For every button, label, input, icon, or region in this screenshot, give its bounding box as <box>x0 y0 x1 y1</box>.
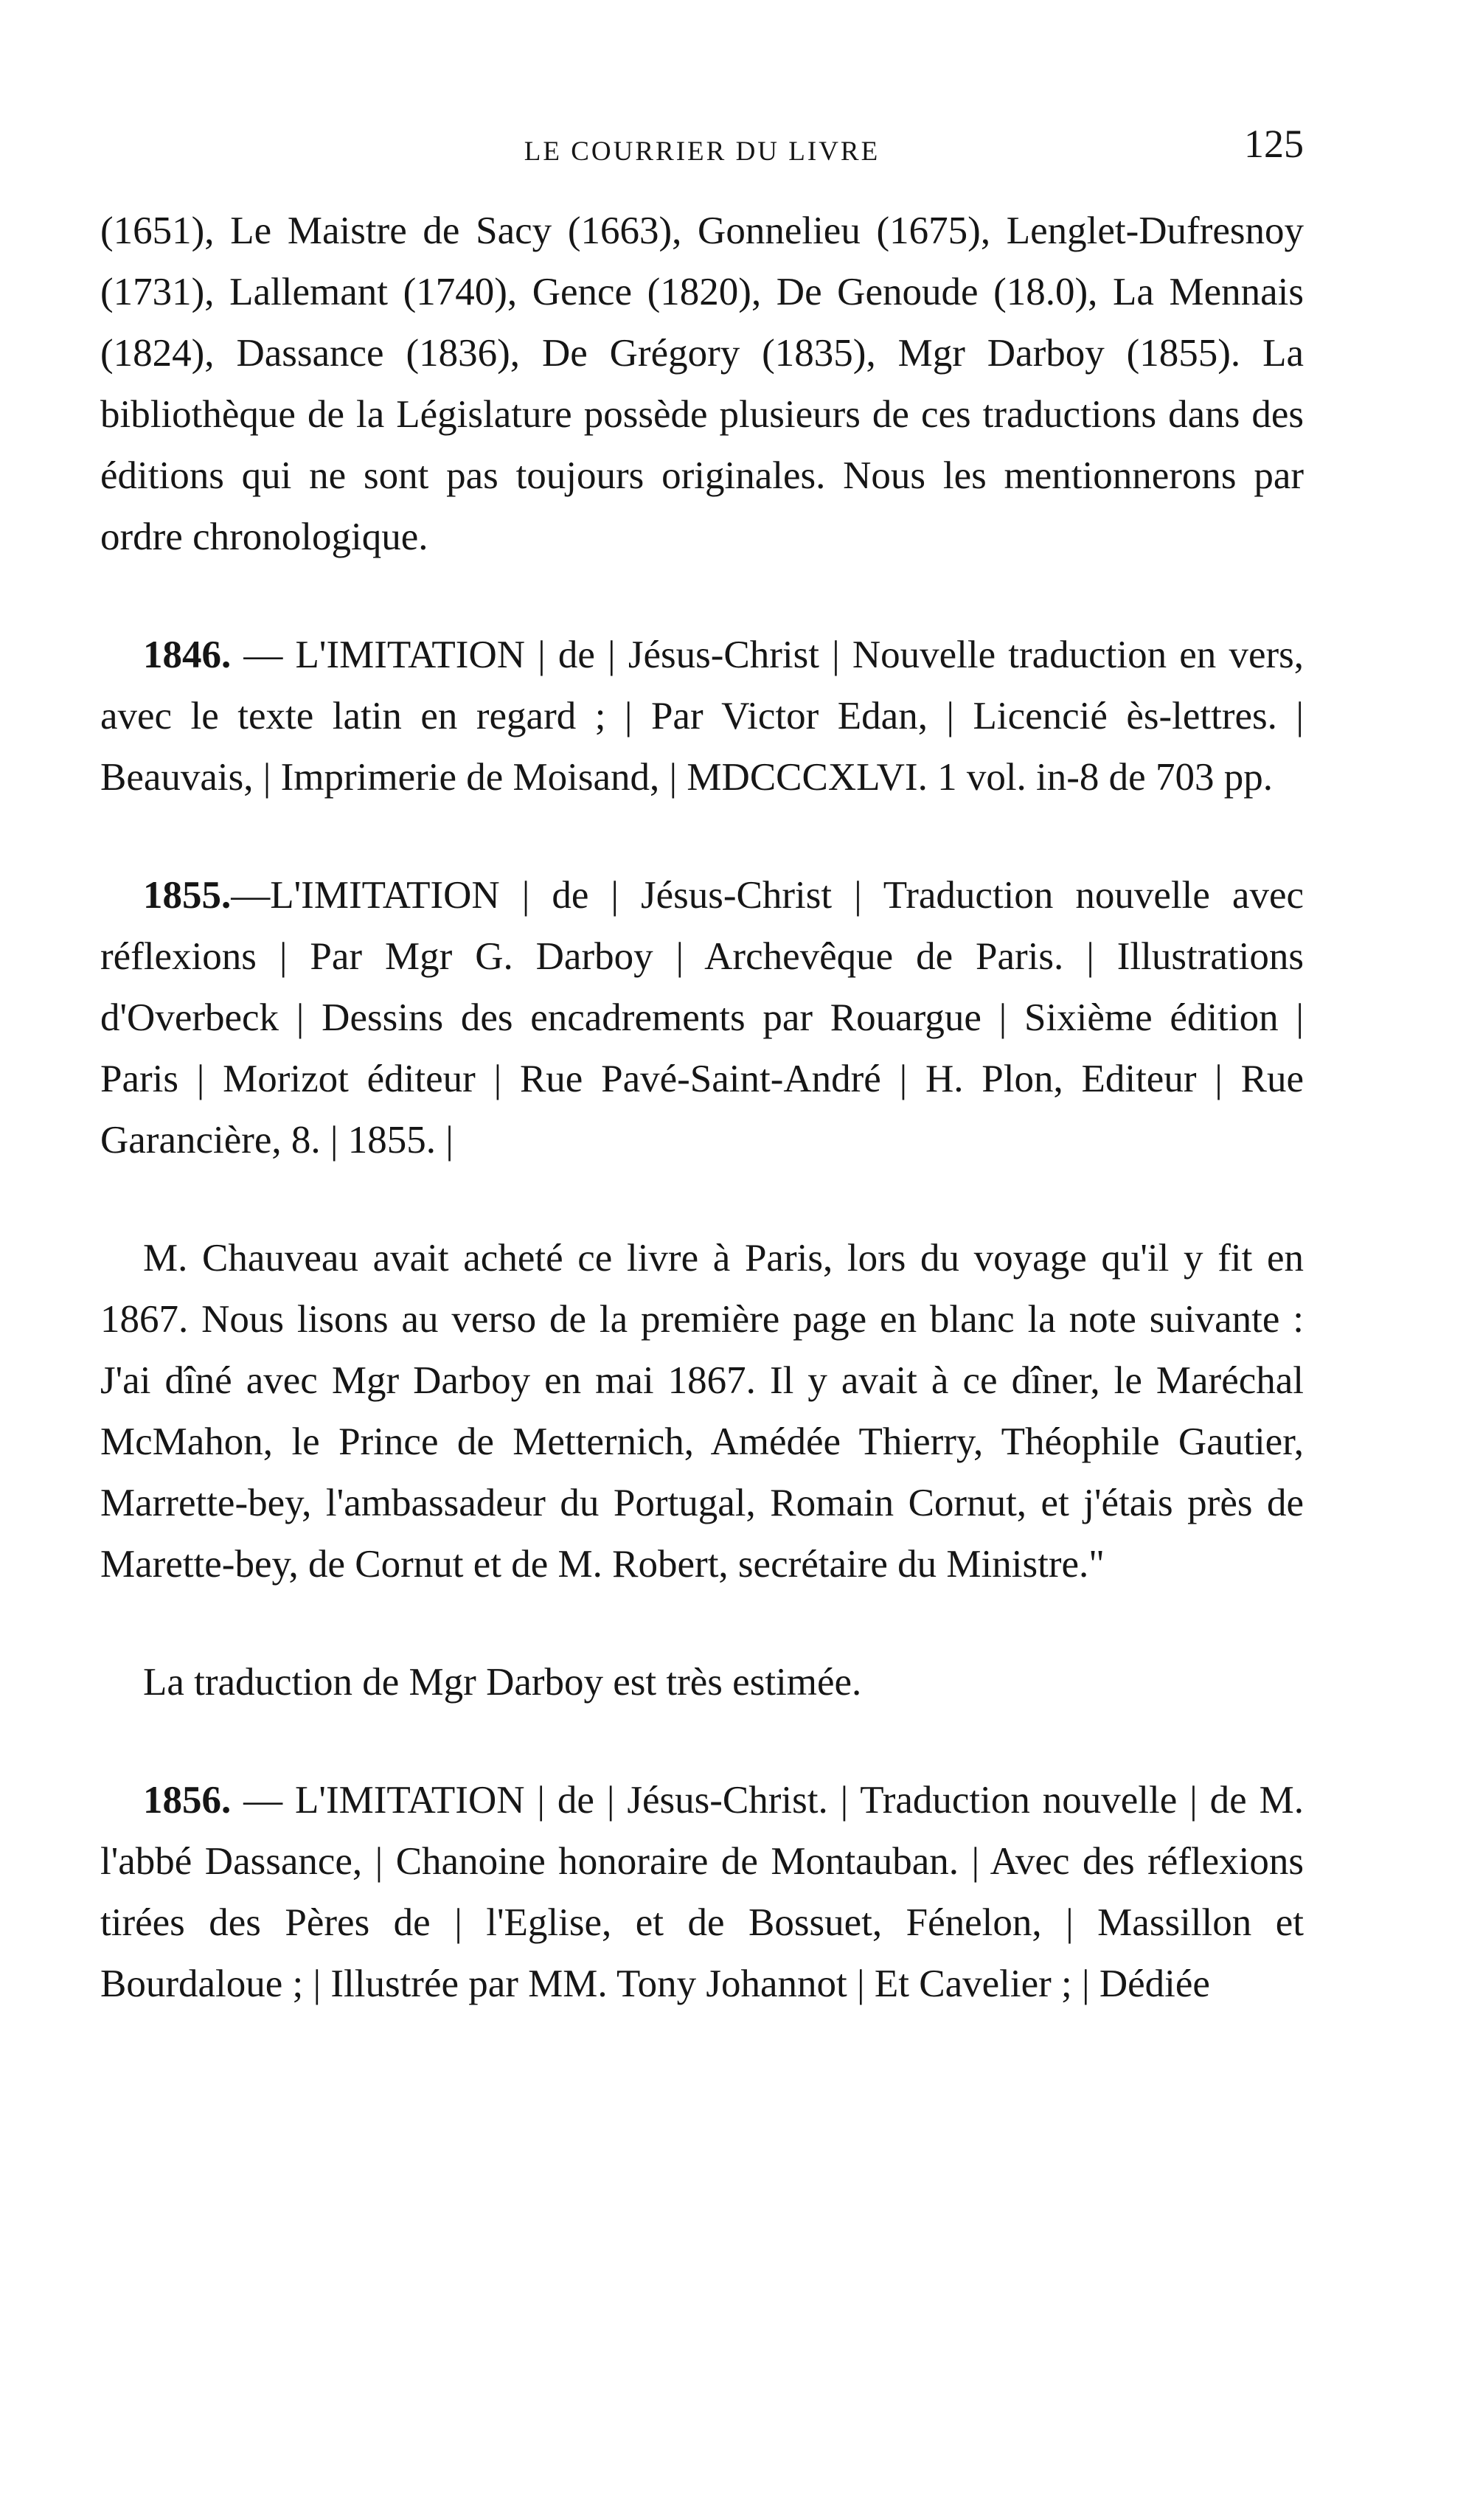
entry-year: 1856. <box>143 1779 232 1822</box>
book-page <box>100 118 1304 2015</box>
entry-year: 1846. <box>143 634 232 676</box>
paragraph-text: La traduction de Mgr Darboy est très estimée. <box>143 1661 862 1704</box>
paragraph-chauveau-note <box>100 1228 1304 1595</box>
paragraph-intro <box>100 201 1304 568</box>
entry-text: — L'IMITATION | de | Jésus-Christ. | Traduction nouvelle | de M. l'abbé Dassance, | Chanoine honoraire de Montauban. | Avec des réflexions tirées des Pères de | l'Eglise, et de Bossuet, Fénelon, | Massillon et Bourdaloue ; | Illustrée par MM. Tony Johannot | Et Cavelier ; | Dédiée <box>100 1779 1304 2005</box>
entry-1846 <box>100 625 1304 808</box>
entry-1856 <box>100 1770 1304 2015</box>
entry-text: — L'IMITATION | de | Jésus-Christ | Nouvelle traduction en vers, avec le texte latin en regard ; | Par Victor Edan, | Licencié ès-lettres. | Beauvais, | Imprimerie de Moisand, | MDCCCXLVI. 1 vol. in-8 de 703 pp. <box>100 634 1304 799</box>
entry-text: —L'IMITATION | de | Jésus-Christ | Traduction nouvelle avec réflexions | Par Mgr G. Darboy | Archevêque de Paris. | Illustrations d'Overbeck | Dessins des encadrements par Rouargue | Sixième édition | Paris | Morizot éditeur | Rue Pavé-Saint-André | H. Plon, Editeur | Rue Garancière, 8. | 1855. | <box>100 874 1304 1162</box>
entry-year: 1855. <box>143 874 232 917</box>
running-head <box>100 118 1304 184</box>
paragraph-darboy-estimate <box>100 1652 1304 1713</box>
entry-1855 <box>100 865 1304 1171</box>
body-text <box>100 201 1304 2015</box>
running-title: LE COURRIER DU LIVRE <box>524 136 880 167</box>
page-number: 125 <box>1244 122 1304 166</box>
paragraph-text: M. Chauveau avait acheté ce livre à Paris, lors du voyage qu'il y fit en 1867. Nous lisons au verso de la première page en blanc la note suivante : J'ai dîné avec Mgr Darboy en mai 1867. Il y avait à ce dîner, le Maréchal McMahon, le Prince de Metternich, Amédée Thierry, Théophile Gautier, Marrette-bey, l'ambassadeur du Portugal, Romain Cornut, et j'étais près de Marette-bey, de Cornut et de M. Robert, secrétaire du Ministre." <box>100 1237 1304 1586</box>
paragraph-text: (1651), Le Maistre de Sacy (1663), Gonnelieu (1675), Lenglet-Dufresnoy (1731), Lallemant (1740), Gence (1820), De Genoude (18.0), La Mennais (1824), Dassance (1836), De Grégory (1835), Mgr Darboy (1855). La bibliothèque de la Législature possède plusieurs de ces traductions dans des éditions qui ne sont pas toujours originales. Nous les mentionnerons par ordre chronologique. <box>100 209 1304 558</box>
